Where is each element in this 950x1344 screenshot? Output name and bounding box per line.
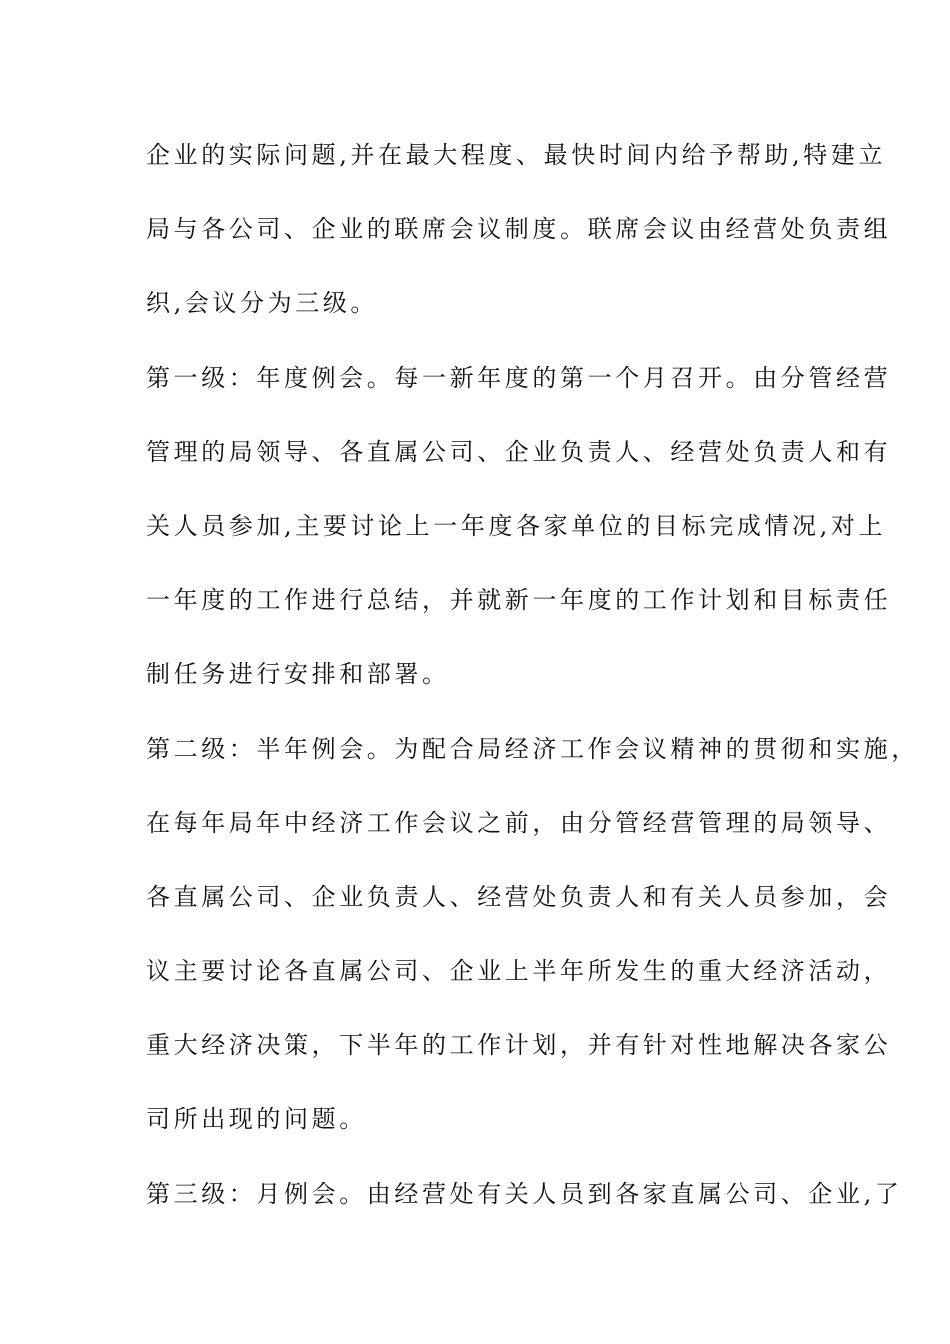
text-line: 各直属公司、企业负责人、经营处负责人和有关人员参加，会 bbox=[146, 882, 892, 911]
text-line: 重大经济决策，下半年的工作计划，并有针对性地解决各家公 bbox=[146, 1031, 892, 1060]
text-line: 在每年局年中经济工作会议之前，由分管经营管理的局领导、 bbox=[146, 808, 892, 837]
text-line: 企业的实际问题,并在最大程度、最快时间内给予帮助,特建立 bbox=[146, 141, 887, 169]
text-line: 司所出现的问题。 bbox=[146, 1105, 367, 1134]
text-line: 局与各公司、企业的联席会议制度。联席会议由经营处负责组 bbox=[146, 215, 892, 244]
text-line: 第二级：半年例会。为配合局经济工作会议精神的贯彻和实施， bbox=[146, 734, 919, 763]
text-line: 第三级：月例会。由经营处有关人员到各家直属公司、企业,了 bbox=[146, 1179, 903, 1208]
body-text bbox=[146, 130, 919, 1243]
text-line: 关人员参加,主要讨论上一年度各家单位的目标完成情况,对上 bbox=[146, 511, 887, 540]
text-line: 制任务进行安排和部署。 bbox=[146, 660, 450, 689]
text-line: 一年度的工作进行总结，并就新一年度的工作计划和目标责任 bbox=[146, 586, 892, 615]
text-line: 第一级：年度例会。每一新年度的第一个月召开。由分管经营 bbox=[146, 363, 892, 392]
text-line: 管理的局领导、各直属公司、企业负责人、经营处负责人和有 bbox=[146, 437, 892, 466]
text-line: 织,会议分为三级。 bbox=[146, 289, 379, 318]
text-line: 议主要讨论各直属公司、企业上半年所发生的重大经济活动， bbox=[146, 957, 892, 986]
